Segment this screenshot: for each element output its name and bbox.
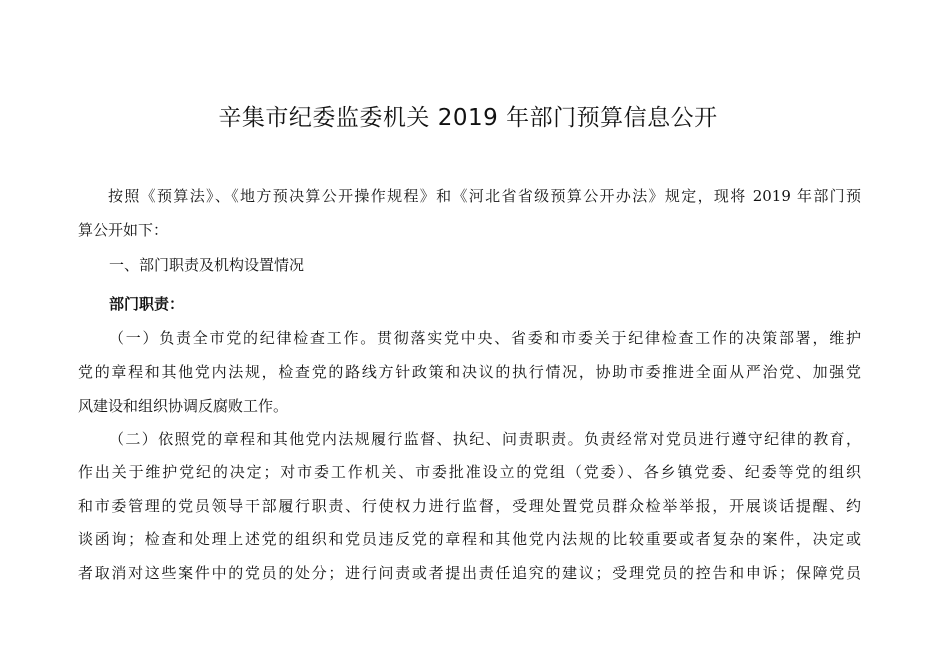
para2-line-5: 者取消对这些案件中的党员的处分；进行问责或者提出责任追究的建议；受理党员的控告和申诉；保障党员	[78, 564, 861, 582]
duties-label: 部门职责：	[109, 295, 185, 313]
para1-line-1: （一）负责全市党的纪律检查工作。贯彻落实党中央、省委和市委关于纪律检查工作的决策部署，维护	[109, 329, 861, 347]
para1-line-3: 风建设和组织协调反腐败工作。	[78, 397, 289, 415]
para1-line-2: 党的章程和其他党内法规，检查党的路线方针政策和决议的执行情况，协助市委推进全面从严治党、加强党	[78, 363, 861, 381]
section-heading-1: 一、部门职责及机构设置情况	[109, 256, 305, 274]
para2-line-4: 谈函询；检查和处理上述党的组织和党员违反党的章程和其他党内法规的比较重要或者复杂的案件，决定或	[78, 530, 861, 548]
intro-line-2: 算公开如下：	[78, 221, 169, 239]
document-title: 辛集市纪委监委机关 2019 年部门预算信息公开	[218, 105, 718, 131]
para2-line-2: 作出关于维护党纪的决定；对市委工作机关、市委批准设立的党组（党委）、各乡镇党委、纪委等党的组织	[78, 463, 861, 481]
intro-line-1: 按照《预算法》、《地方预决算公开操作规程》和《河北省省级预算公开办法》规定，现将 2019 年部门预	[108, 187, 861, 205]
para2-line-1: （二）依照党的章程和其他党内法规履行监督、执纪、问责职责。负责经常对党员进行遵守纪律的教育，	[109, 430, 861, 448]
para2-line-3: 和市委管理的党员领导干部履行职责、行使权力进行监督，受理处置党员群众检举举报，开展谈话提醒、约	[78, 497, 861, 515]
